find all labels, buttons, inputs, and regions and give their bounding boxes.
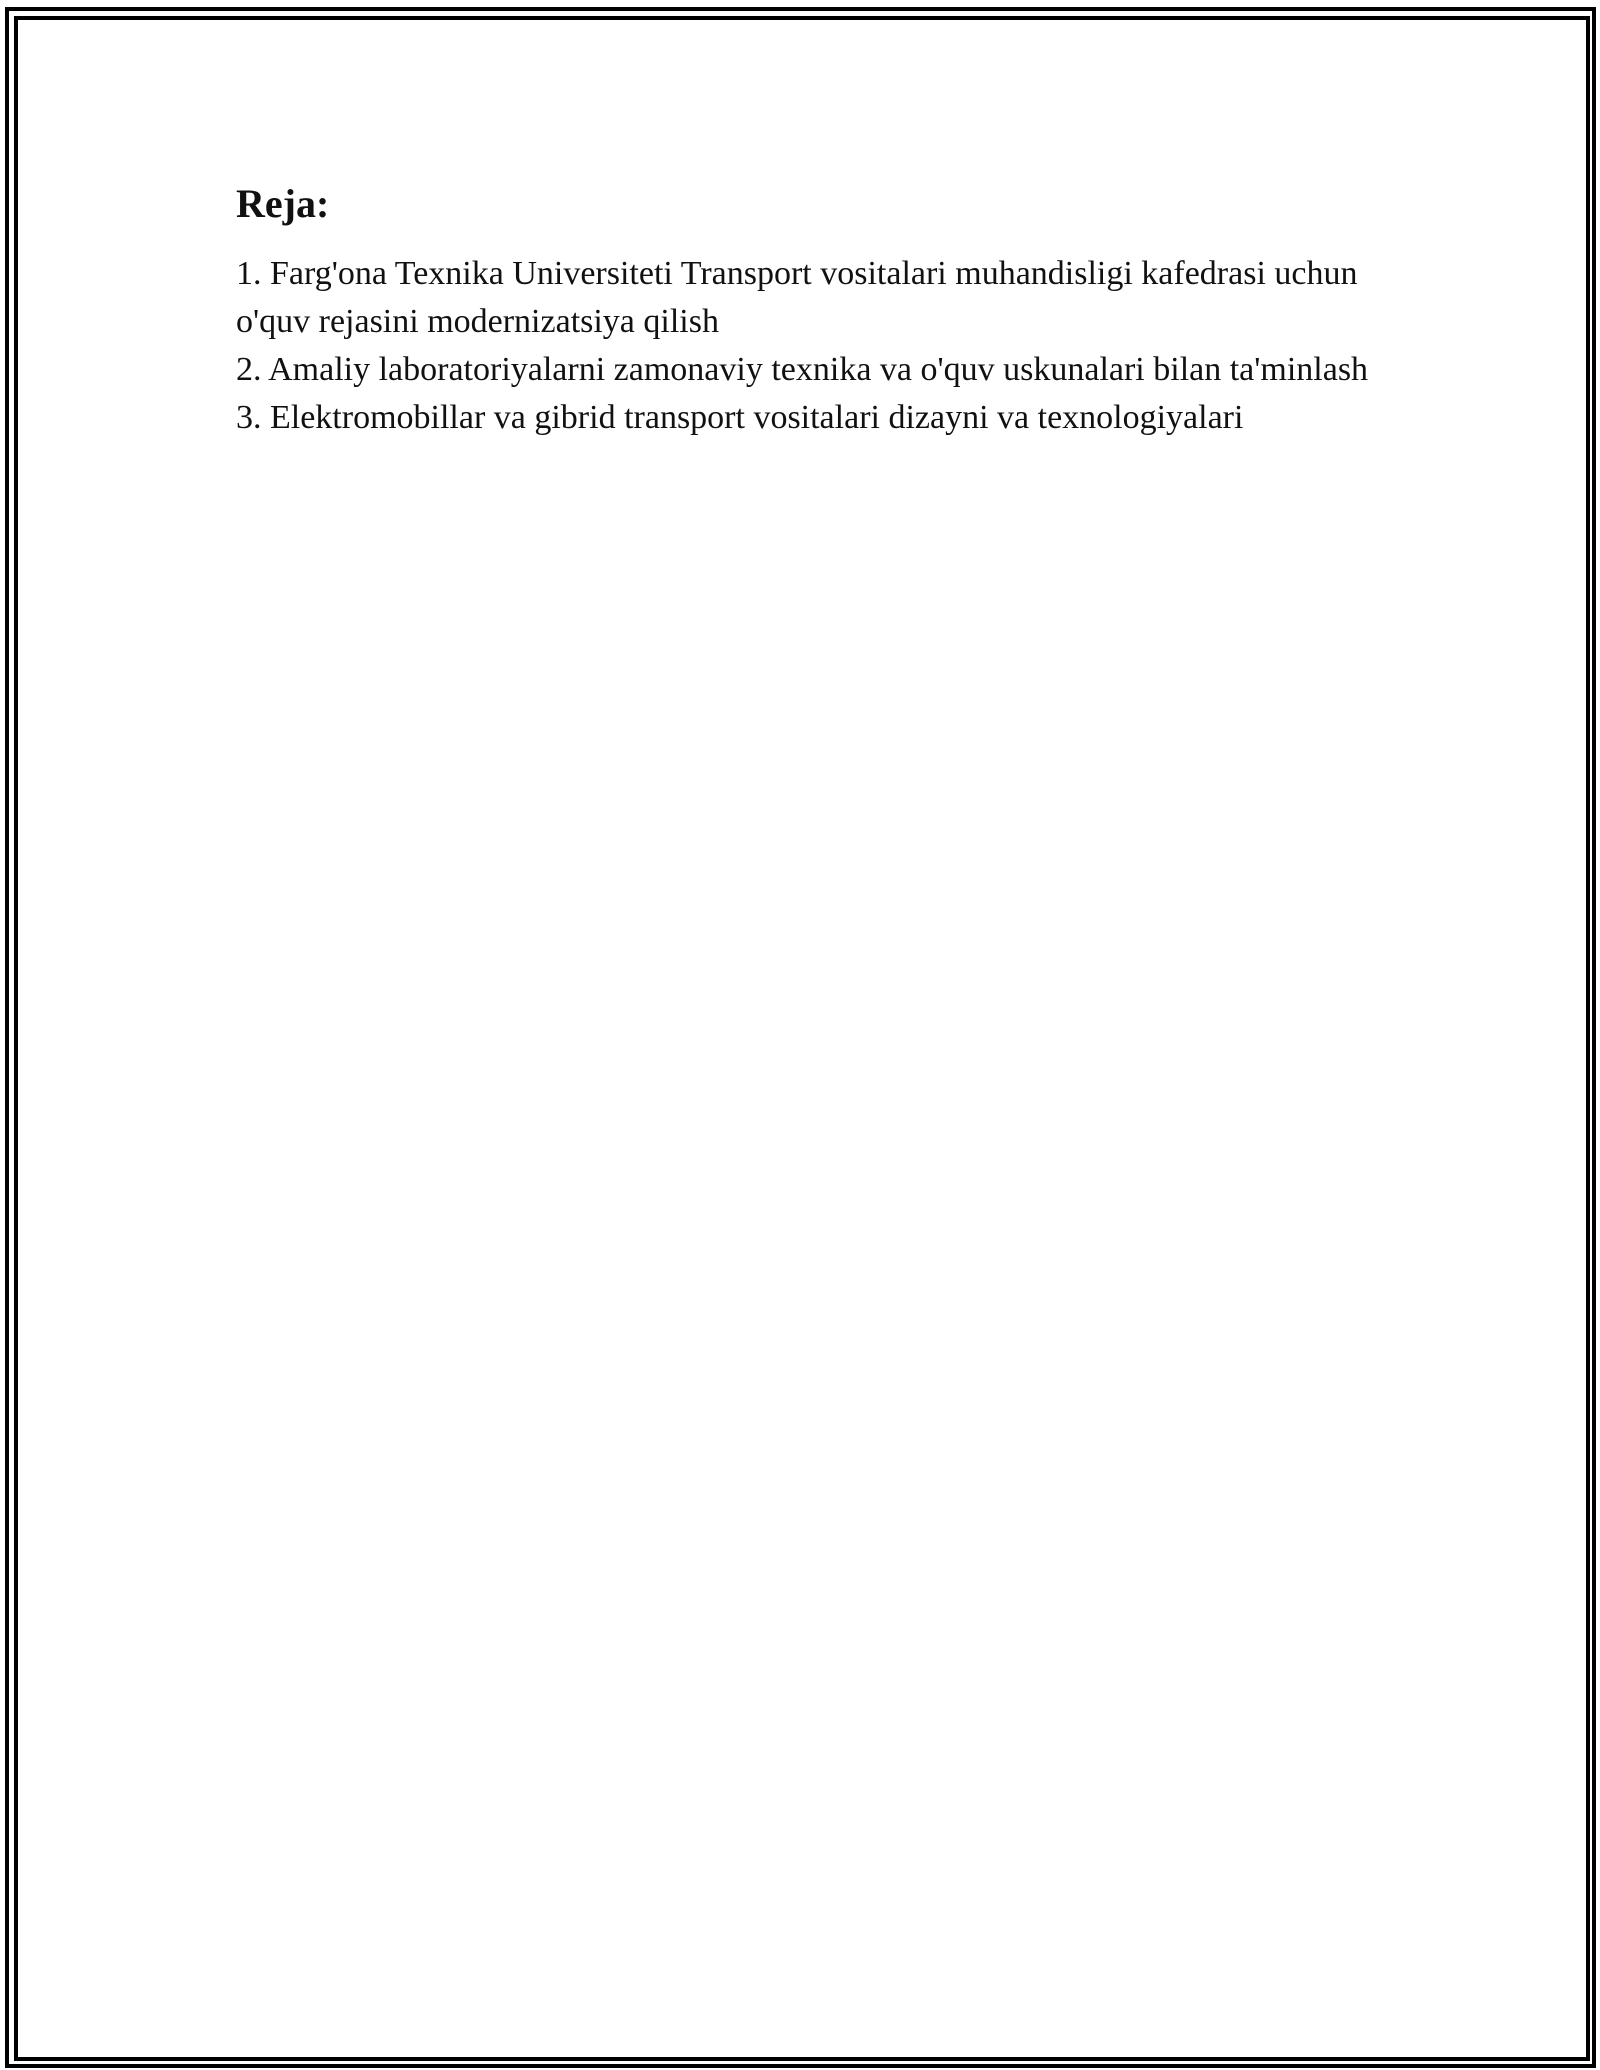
plan-item-1 xyxy=(236,250,1396,346)
plan-item-number: 2. xyxy=(236,351,262,388)
plan-item-text: Elektromobillar va gibrid transport vositalari dizayni va texnologiyalari xyxy=(270,399,1244,436)
document-body xyxy=(236,180,1396,442)
plan-item-text: Amaliy laboratoriyalarni zamonaviy texnika va o'quv uskunalari bilan ta'minlash xyxy=(268,351,1369,388)
plan-item-3 xyxy=(236,394,1396,442)
plan-list xyxy=(236,250,1396,442)
plan-heading: Reja: xyxy=(236,181,330,226)
plan-item-2 xyxy=(236,346,1396,394)
plan-item-text: Farg'ona Texnika Universiteti Transport vositalari muhandisligi kafedrasi uchun o'quv rejasini modernizatsiya qilish xyxy=(236,255,1358,340)
plan-item-number: 3. xyxy=(236,399,262,436)
plan-item-number: 1. xyxy=(236,255,262,292)
